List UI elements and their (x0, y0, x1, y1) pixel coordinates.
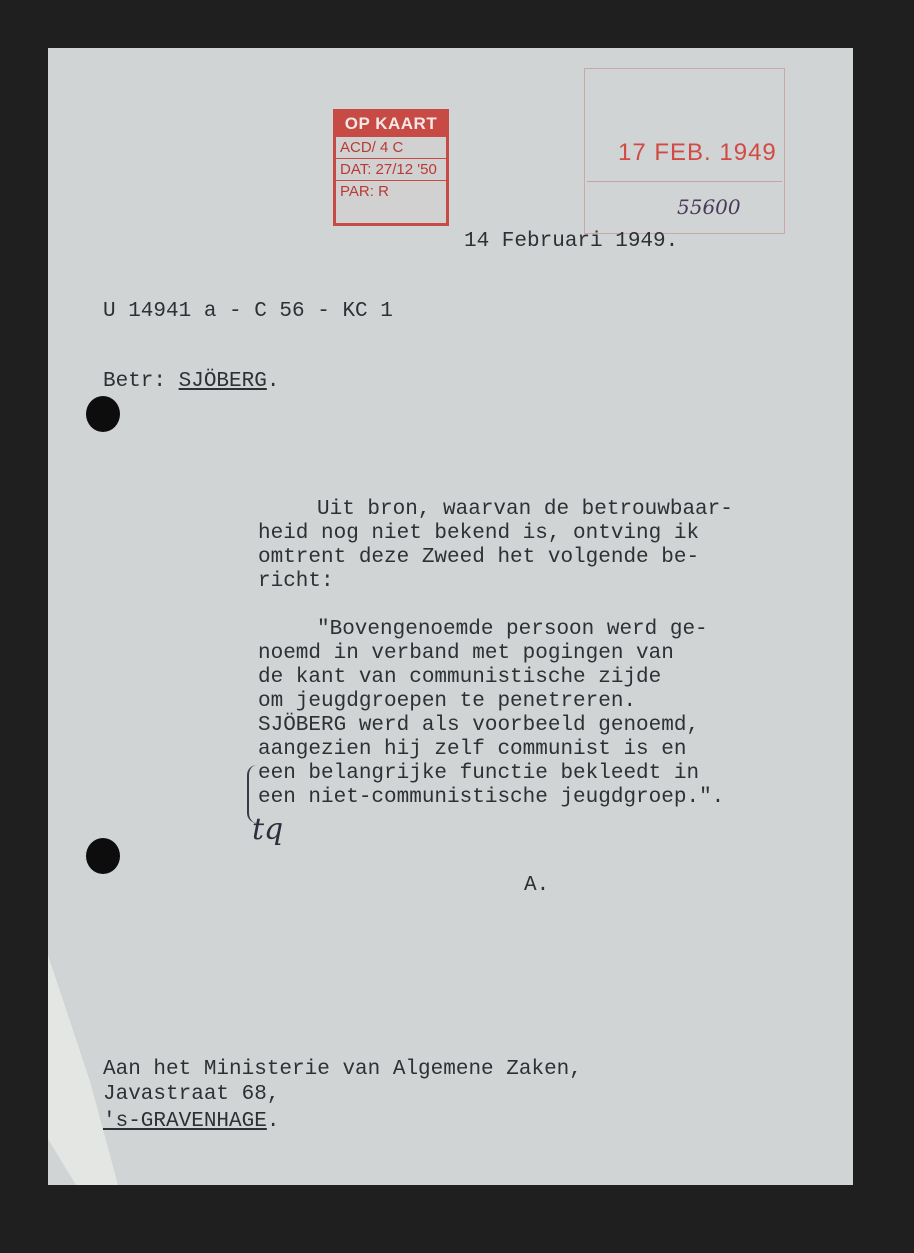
address-city (103, 1110, 279, 1134)
stamp-title: OP KAART (336, 112, 446, 136)
subject-suffix: . (266, 370, 280, 393)
subject-name: SJÖBERG (178, 370, 267, 393)
signature: A. (524, 874, 550, 897)
city-suffix: . (266, 1110, 280, 1133)
op-kaart-stamp (333, 109, 449, 226)
subject-prefix: Betr: (103, 370, 179, 393)
stamp-par: PAR: R (336, 180, 446, 202)
address-line: Javastraat 68, (103, 1083, 280, 1106)
stamp-divider (587, 181, 782, 182)
quote-line: een belangrijke functie bekleedt in (258, 762, 700, 785)
paragraph-line: Uit bron, waarvan de betrouwbaar- (317, 498, 733, 521)
quote-line: om jeugdgroepen te penetreren. (258, 690, 637, 713)
quote-line: een niet-communistische jeugdgroep.". (258, 786, 725, 809)
handwritten-initials: tq (252, 812, 284, 847)
city-name: 's-GRAVENHAGE (103, 1110, 267, 1133)
paragraph-line: omtrent deze Zweed het volgende be- (258, 546, 700, 569)
stamp-dat: DAT: 27/12 '50 (336, 158, 446, 180)
reference-number: U 14941 a - C 56 - KC 1 (103, 300, 393, 323)
quote-line: de kant van communistische zijde (258, 666, 662, 689)
subject-line (103, 370, 279, 394)
letter-date: 14 Februari 1949. (464, 230, 679, 253)
quote-line: SJÖBERG werd als voorbeeld genoemd, (258, 714, 700, 737)
paragraph-line: heid nog niet bekend is, ontving ik (258, 522, 700, 545)
quote-line: noemd in verband met pogingen van (258, 642, 674, 665)
received-date-stamp (584, 68, 785, 234)
quote-line: "Bovengenoemde persoon werd ge- (317, 618, 708, 641)
address-line: Aan het Ministerie van Algemene Zaken, (103, 1058, 582, 1081)
punch-hole-bottom (86, 838, 120, 874)
paragraph-line: richt: (258, 570, 334, 593)
stamp-acd: ACD/ 4 C (336, 136, 446, 158)
received-date: 17 FEB. 1949 (618, 139, 777, 166)
received-number: 55600 (677, 195, 741, 219)
quote-line: aangezien hij zelf communist is en (258, 738, 687, 761)
punch-hole-top (86, 396, 120, 432)
